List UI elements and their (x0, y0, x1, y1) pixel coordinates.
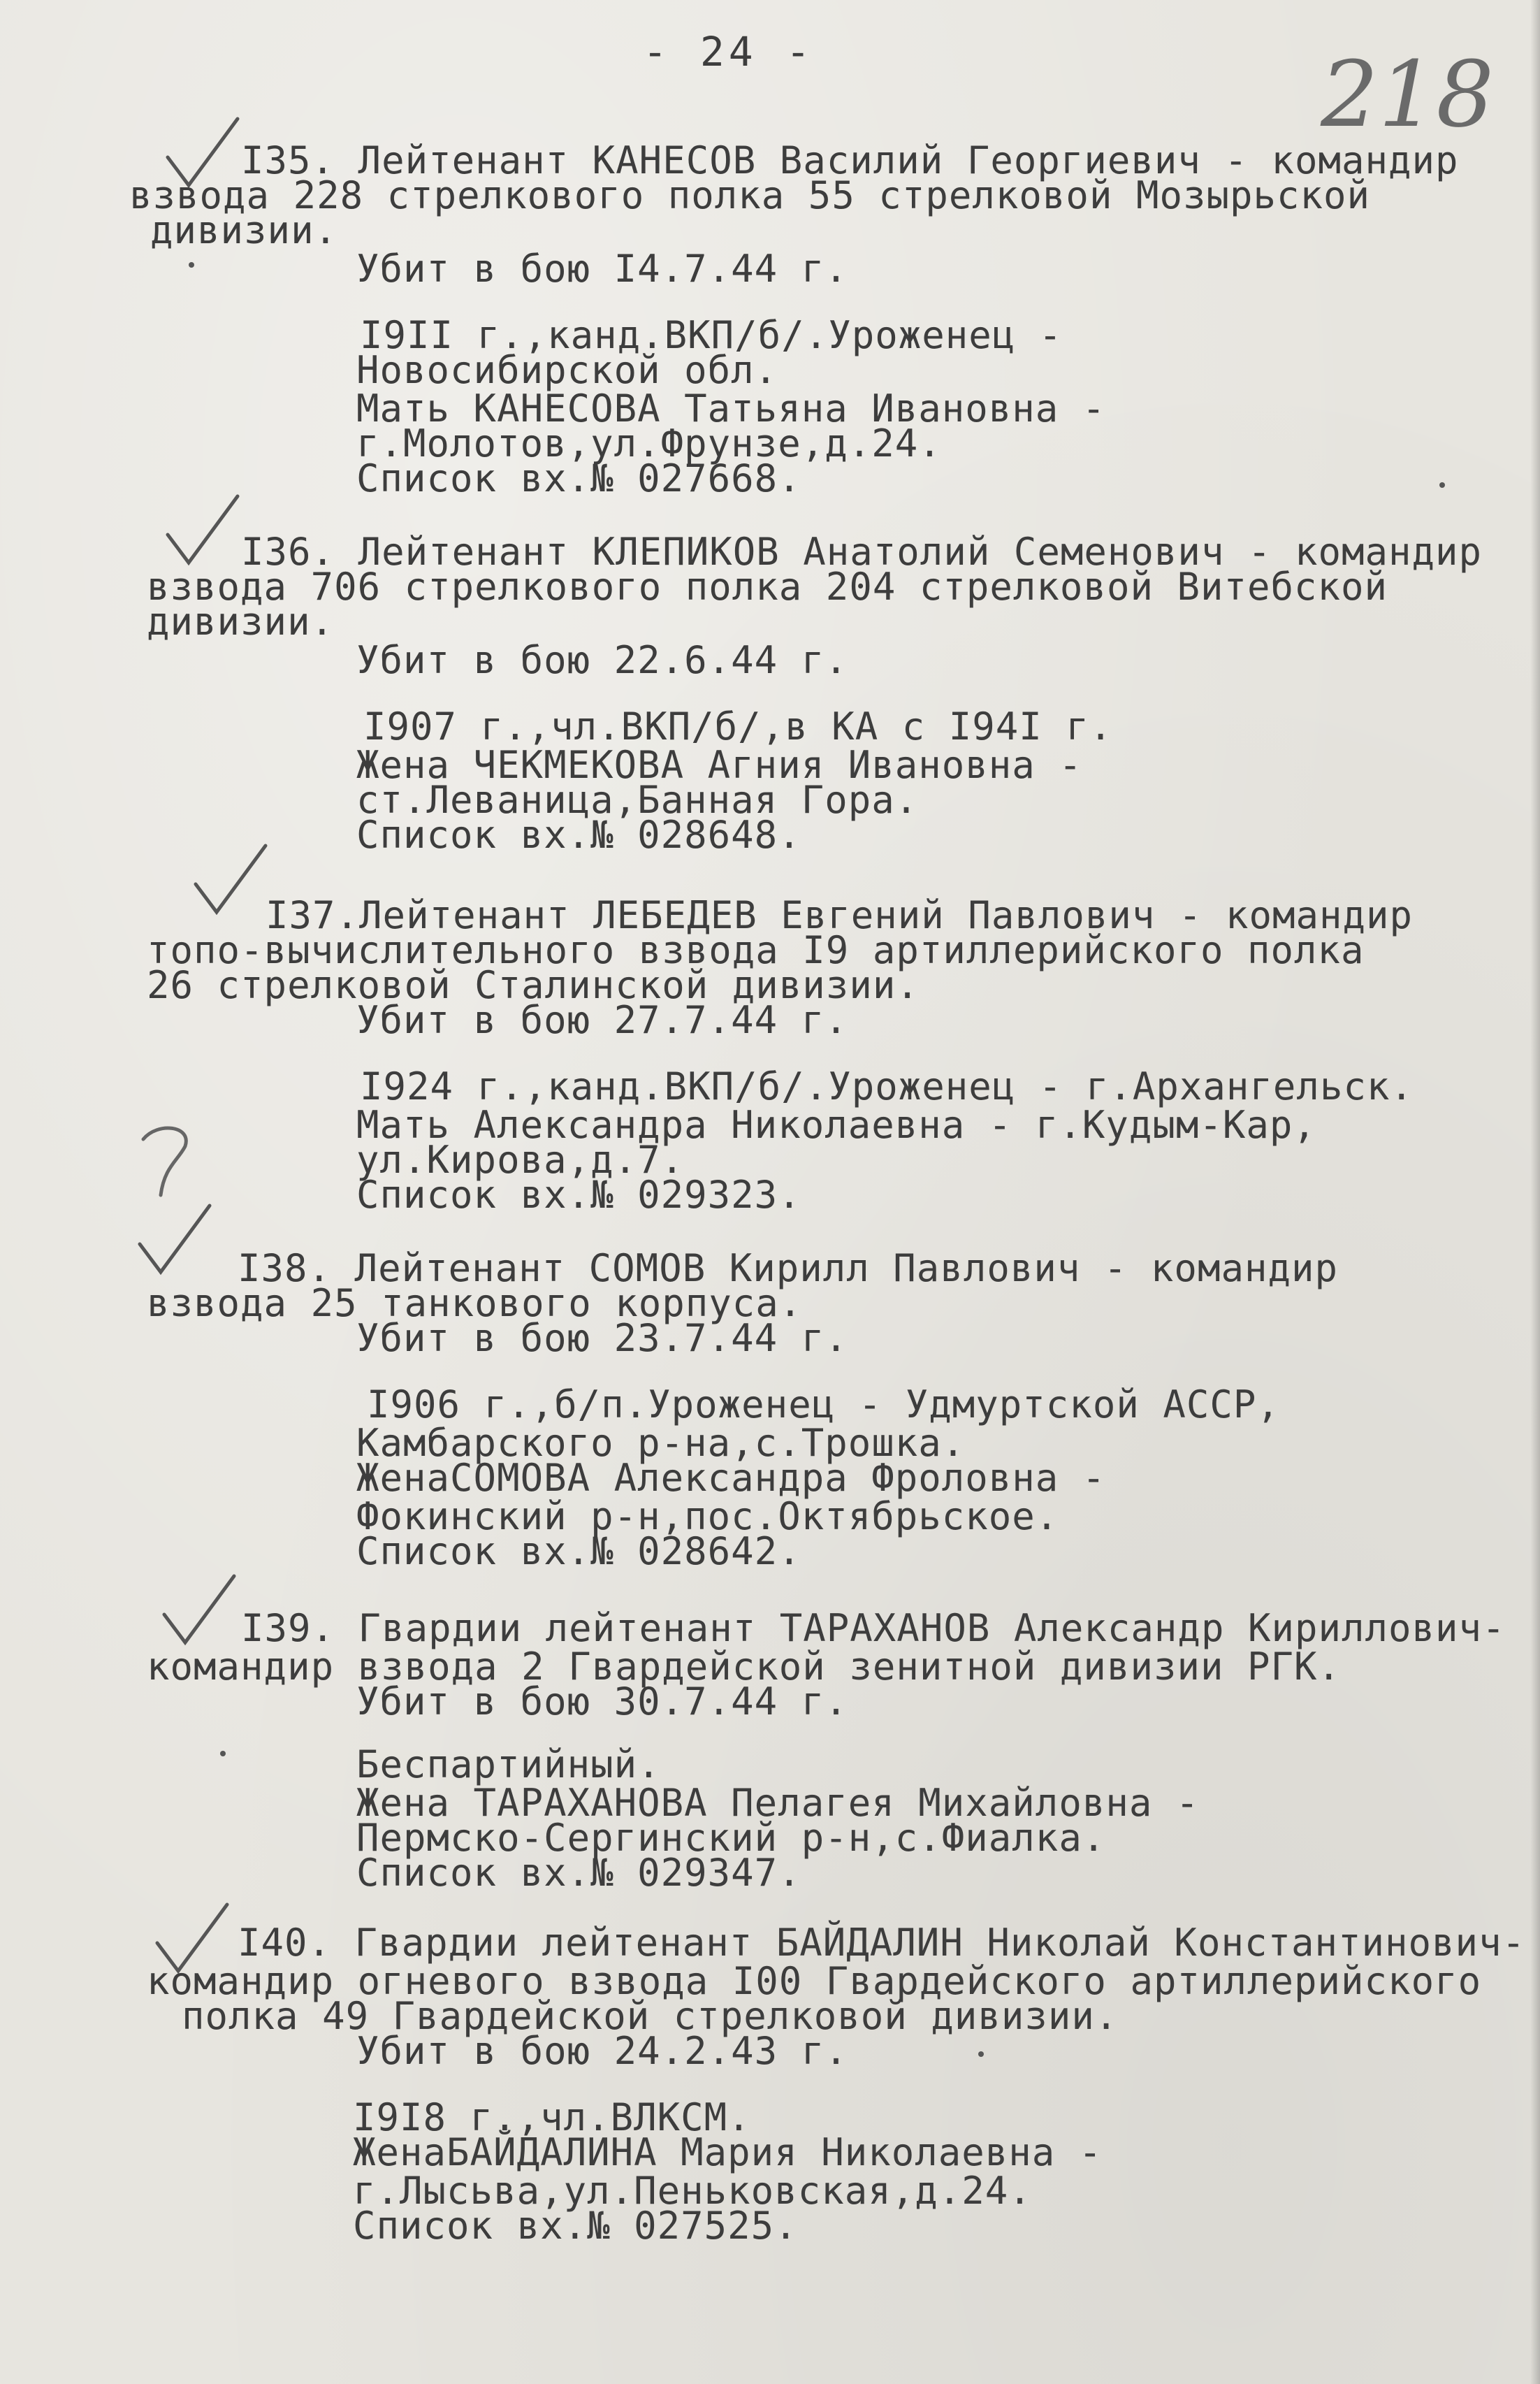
entry-135-killed: Убит в бою I4.7.44 г. (356, 247, 848, 291)
svg-text:218: 218 (1321, 42, 1495, 147)
entry-137-address: ул.Кирова,д.7. (356, 1138, 685, 1182)
entry-136-birth: I907 г.,чл.ВКП/б/,в КА с I94I г. (363, 705, 1113, 749)
entry-137-relative: Мать Александра Николаевна - г.Кудым-Кар, (356, 1103, 1316, 1147)
entry-140-killed: Убит в бою 24.2.43 г. (356, 2029, 848, 2073)
entry-140-line-2: командир огневого взвода I00 Гвардейского артиллерийского (147, 1959, 1482, 2003)
entry-139-line-2: командир взвода 2 Гвардейской зенитной дивизии РГК. (147, 1645, 1342, 1689)
entry-135-relative: Мать КАНЕСОВА Татьяна Ивановна - (356, 387, 1106, 431)
entry-140-list-number: Список вх.№ 027525. (353, 2204, 798, 2248)
entry-136-line-3: дивизии. (147, 600, 335, 644)
entry-139-line-1: I39. Гвардии лейтенант ТАРАХАНОВ Александр Кириллович- (241, 1606, 1506, 1650)
archive-number-handwritten (1314, 42, 1495, 147)
entry-135-line-1: I35. Лейтенант КАНЕСОВ Василий Георгиевич - командир (241, 138, 1459, 182)
entry-135-address: г.Молотов,ул.Фрунзе,д.24. (356, 421, 942, 465)
entry-135-line-3: дивизии. (150, 208, 338, 252)
entry-140-line-3: полка 49 Гвардейской стрелковой дивизии. (182, 1994, 1119, 2038)
checkmark-icon (157, 1573, 241, 1649)
ink-dot (1439, 482, 1445, 488)
entry-136-line-1: I36. Лейтенант КЛЕПИКОВ Анатолий Семенович - командир (241, 530, 1483, 574)
entry-140-address: г.Лысьва,ул.Пеньковская,д.24. (353, 2169, 1032, 2213)
entry-138-killed: Убит в бою 23.7.44 г. (356, 1316, 848, 1360)
entry-135-region: Новосибирской обл. (356, 348, 778, 392)
entry-137-list-number: Список вх.№ 029323. (356, 1173, 801, 1217)
entry-138-region: Камбарского р-на,с.Трошка. (356, 1421, 966, 1465)
entry-139-relative: Жена ТАРАХАНОВА Пелагея Михайловна - (356, 1781, 1200, 1825)
entry-138-list-number: Список вх.№ 028642. (356, 1529, 801, 1573)
checkmark-icon (189, 842, 273, 919)
page-edge-shadow (1530, 0, 1540, 2384)
entry-138-line-1: I38. Лейтенант СОМОВ Кирилл Павлович - командир (238, 1246, 1339, 1290)
entry-137-line-3: 26 стрелковой Сталинской дивизии. (147, 963, 920, 1007)
entry-138-relative: ЖенаСОМОВА Александра Фроловна - (356, 1456, 1106, 1500)
entry-135-list-number: Список вх.№ 027668. (356, 456, 801, 500)
entry-138-line-2: взвода 25 танкового корпуса. (147, 1281, 803, 1325)
entry-138-birth: I906 г.,б/п.Уроженец - Удмуртской АССР, (367, 1382, 1280, 1426)
entry-135-birth: I9II г.,канд.ВКП/б/.Уроженец - (360, 313, 1063, 357)
ink-dot (220, 1751, 226, 1756)
checkmark-icon (133, 1202, 217, 1279)
entry-137-line-1: I37.Лейтенант ЛЕБЕДЕВ Евгений Павлович - командир (266, 893, 1414, 937)
entry-138-address: Фокинский р-н,пос.Октябрьское. (356, 1494, 1059, 1538)
entry-136-killed: Убит в бою 22.6.44 г. (356, 638, 848, 682)
entry-136-address: ст.Леваница,Банная Гора. (356, 778, 919, 822)
checkmark-icon (161, 493, 245, 570)
entry-136-line-2: взвода 706 стрелкового полка 204 стрелковой Витебской (147, 565, 1388, 609)
entry-139-party: Беспартийный. (356, 1742, 661, 1786)
entry-137-killed: Убит в бою 27.7.44 г. (356, 998, 848, 1042)
ink-dot (978, 2051, 984, 2057)
entry-137-line-2: топо-вычислительного взвода I9 артиллерийского полка (147, 928, 1365, 972)
entry-139-killed: Убит в бою 30.7.44 г. (356, 1679, 848, 1724)
entry-135-line-2: взвода 228 стрелкового полка 55 стрелковой Мозырьской (129, 173, 1371, 217)
entry-139-address: Пермско-Сергинский р-н,с.Фиалка. (356, 1816, 1106, 1860)
entry-140-birth: I9I8 г.,чл.ВЛКСМ. (353, 2095, 751, 2139)
question-mark-icon (129, 1118, 206, 1202)
ink-dot (189, 262, 194, 268)
entry-140-relative: ЖенаБАЙДАЛИНА Мария Николаевна - (353, 2130, 1103, 2174)
entry-136-list-number: Список вх.№ 028648. (356, 813, 801, 857)
entry-136-relative: Жена ЧЕКМЕКОВА Агния Ивановна - (356, 743, 1082, 787)
page-number: - 24 - (643, 28, 815, 75)
entry-137-birth: I924 г.,канд.ВКП/б/.Уроженец - г.Архангельск. (360, 1064, 1414, 1108)
entry-139-list-number: Список вх.№ 029347. (356, 1851, 801, 1895)
entry-140-line-1: I40. Гвардии лейтенант БАЙДАЛИН Николай Константинович- (238, 1921, 1526, 1965)
